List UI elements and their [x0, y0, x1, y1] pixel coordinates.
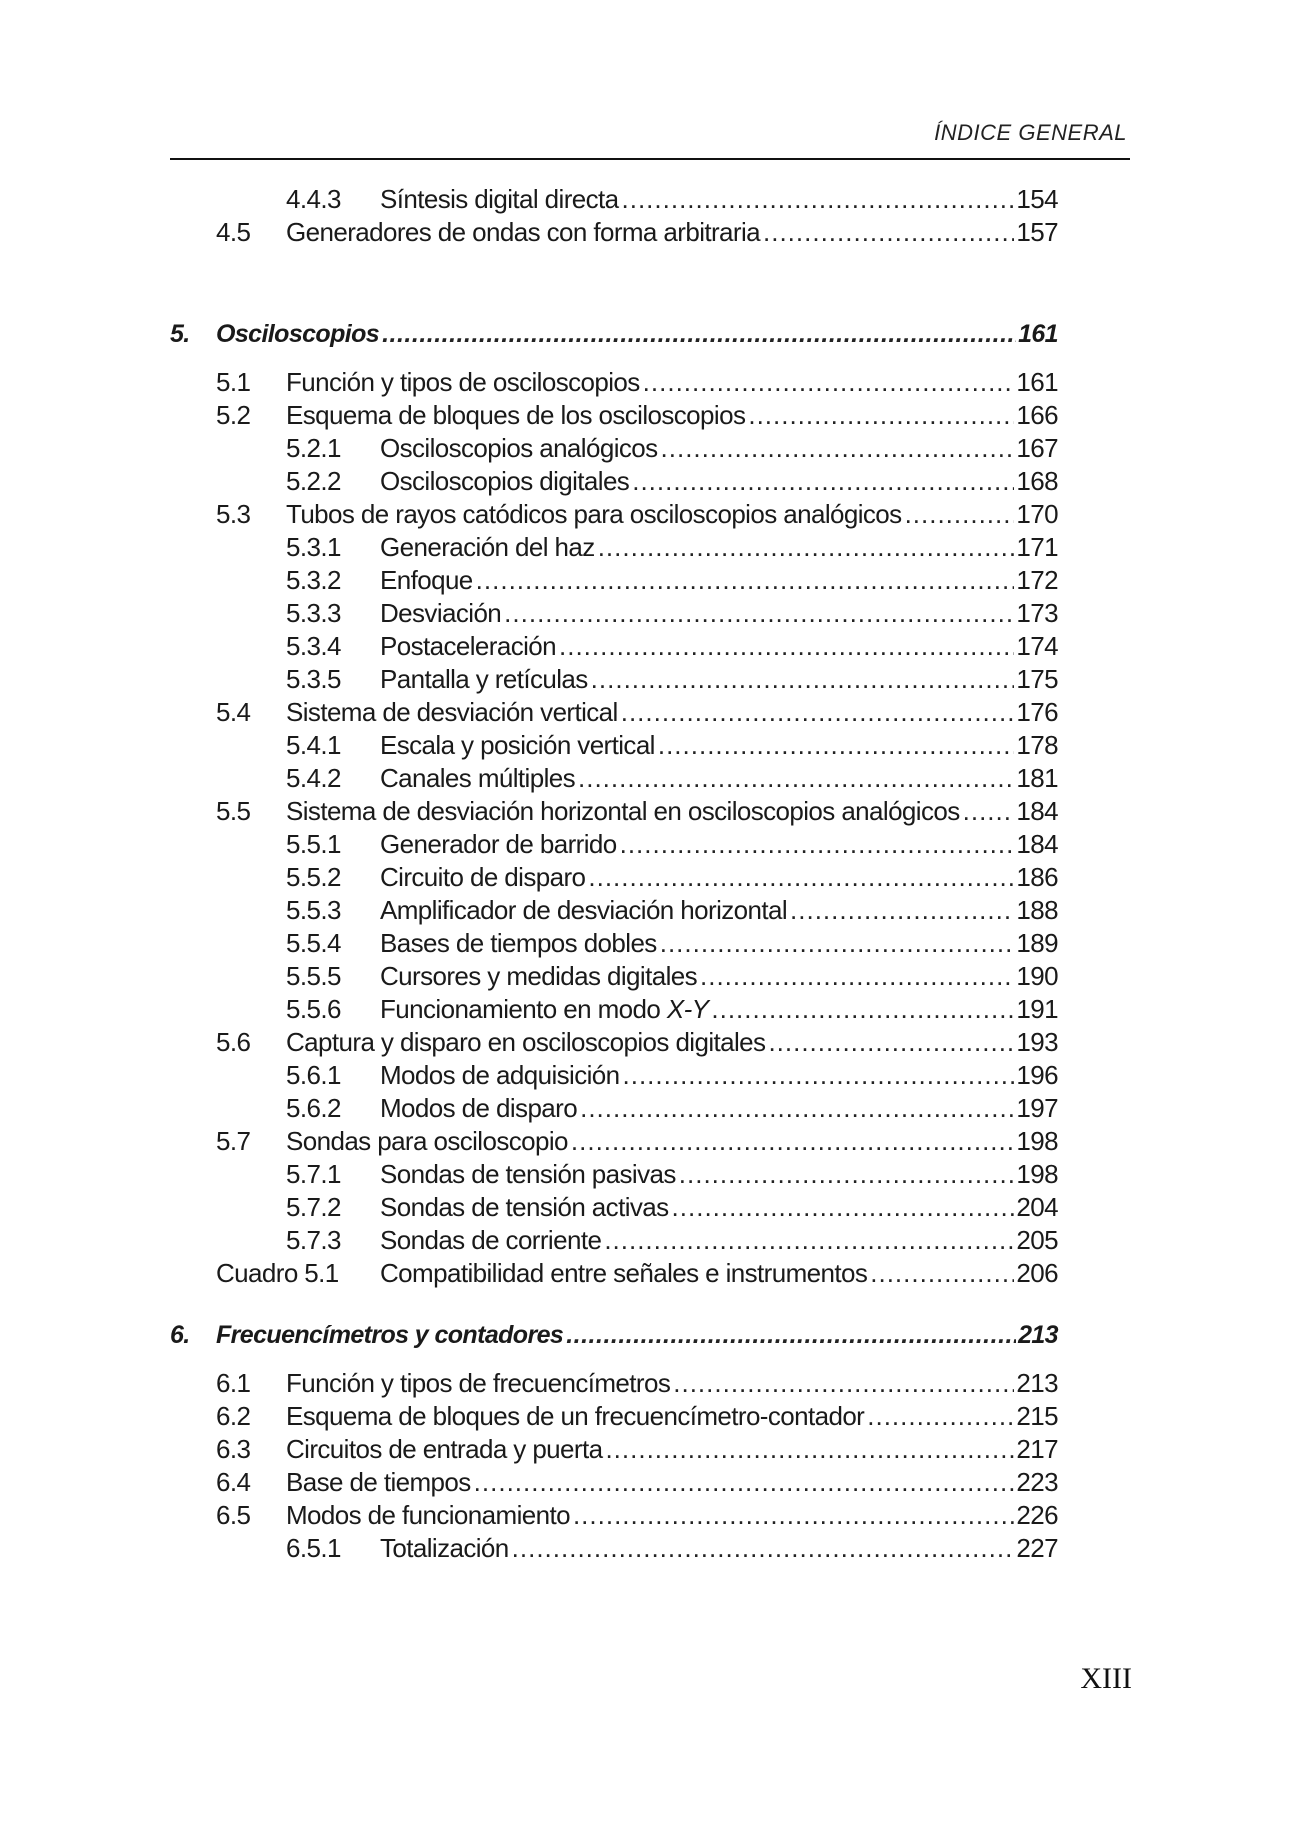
toc-entry-title: Postaceleración	[380, 631, 556, 661]
toc-entry-title: Captura y disparo en osciloscopios digitales	[286, 1027, 766, 1057]
toc-entry-body	[380, 1531, 1058, 1565]
toc-entry-title: Circuito de disparo	[380, 862, 586, 892]
toc-entry-body	[380, 893, 1058, 927]
toc-entry-title: Función y tipos de osciloscopios	[286, 367, 640, 397]
toc-entry-title: Función y tipos de frecuencímetros	[286, 1368, 671, 1398]
toc-entry-page: 198	[1016, 1126, 1058, 1156]
dot-leader	[672, 1190, 1015, 1224]
dot-leader	[622, 182, 1015, 216]
toc-entry-page: 204	[1016, 1192, 1058, 1222]
toc-entry-page: 193	[1016, 1027, 1058, 1057]
dot-leader	[643, 365, 1015, 399]
dot-leader	[566, 1318, 1016, 1352]
toc-entry-title: Escala y posición vertical	[380, 730, 655, 760]
toc-entry-page: 170	[1016, 499, 1058, 529]
dot-leader	[763, 215, 1014, 249]
toc-entry-body	[216, 1318, 1058, 1352]
page-number: XIII	[1080, 1662, 1132, 1695]
toc-entry-body	[216, 317, 1058, 351]
toc-entry-page: 227	[1016, 1533, 1058, 1563]
toc-entry-number: 6.5	[216, 1500, 251, 1530]
dot-leader	[679, 1157, 1015, 1191]
dot-leader	[658, 728, 1015, 762]
toc-entry-number: 6.4	[216, 1467, 251, 1497]
toc-entry-number: 5.5.3	[286, 895, 341, 925]
dot-leader	[605, 1432, 1014, 1466]
toc-entry-number: 5.2	[216, 400, 251, 430]
toc-entry-body	[286, 1124, 1058, 1158]
toc-entry-number: 5.2.1	[286, 433, 341, 463]
toc-entry-page: 171	[1016, 532, 1058, 562]
toc-entry-title: Canales múltiples	[380, 763, 576, 793]
toc-entry-page: 226	[1016, 1500, 1058, 1530]
dot-leader	[571, 1124, 1015, 1158]
toc-entry-body	[380, 1190, 1058, 1224]
toc-entry-body	[380, 1157, 1058, 1191]
dot-leader	[673, 1366, 1014, 1400]
dot-leader	[623, 1058, 1015, 1092]
dot-leader	[905, 497, 1015, 531]
toc-entry-title: Compatibilidad entre señales e instrumentos	[380, 1258, 868, 1288]
toc-entry-body	[286, 1366, 1058, 1400]
toc-entry-body	[286, 1465, 1058, 1499]
dot-leader	[382, 317, 1016, 351]
toc-entry-page: 213	[1016, 1368, 1058, 1398]
toc-entry-title: Bases de tiempos dobles	[380, 928, 657, 958]
toc-entry-body	[286, 1399, 1058, 1433]
toc-entry-number: 5.6	[216, 1027, 251, 1057]
dot-leader	[598, 530, 1015, 564]
toc-entry-page: 184	[1016, 829, 1058, 859]
toc-entry-page: 198	[1016, 1159, 1058, 1189]
dot-leader	[620, 827, 1015, 861]
toc-entry-number: 6.	[170, 1321, 190, 1349]
header-rule	[170, 158, 1130, 160]
toc-entry-title: Desviación	[380, 598, 502, 628]
toc-entry-title: Tubos de rayos catódicos para osciloscopios analógicos	[286, 499, 902, 529]
dot-leader	[711, 992, 1014, 1026]
toc-entry-title: Esquema de bloques de los osciloscopios	[286, 400, 746, 430]
toc-entry-title: Modos de funcionamiento	[286, 1500, 570, 1530]
toc-entry-page: 189	[1016, 928, 1058, 958]
toc-entry-page: 154	[1016, 184, 1058, 214]
toc-entry-page: 196	[1016, 1060, 1058, 1090]
toc-entry-title: Síntesis digital directa	[380, 184, 619, 214]
dot-leader	[963, 794, 1015, 828]
dot-leader	[700, 959, 1014, 993]
toc-entry-number: 5.5.5	[286, 961, 341, 991]
toc-entry-number: 4.5	[216, 217, 251, 247]
toc-entry-title: Funcionamiento en modo X-Y	[380, 994, 709, 1024]
toc-entry-body	[380, 728, 1058, 762]
toc-entry-body	[286, 398, 1058, 432]
toc-entry-body	[380, 1058, 1058, 1092]
toc-entry-page: 186	[1016, 862, 1058, 892]
toc-entry-number: 5.7.2	[286, 1192, 341, 1222]
toc-entry-body	[286, 365, 1058, 399]
toc-entry-page: 205	[1016, 1225, 1058, 1255]
toc-entry-title: Pantalla y retículas	[380, 664, 588, 694]
toc-entry-page: 181	[1016, 763, 1058, 793]
dot-leader	[621, 695, 1015, 729]
toc-entry-body	[380, 1091, 1058, 1125]
toc-entry-body	[380, 182, 1058, 216]
toc-entry-title: Sondas de tensión activas	[380, 1192, 669, 1222]
toc-entry-number: 5.5	[216, 796, 251, 826]
dot-leader	[573, 1498, 1014, 1532]
toc-entry-number: 5.4.1	[286, 730, 341, 760]
toc-entry-body	[286, 215, 1058, 249]
toc-entry-title: Modos de disparo	[380, 1093, 578, 1123]
toc-entry-number: 5.6.2	[286, 1093, 341, 1123]
dot-leader	[661, 431, 1015, 465]
toc-entry-body	[286, 1025, 1058, 1059]
toc-entry-body	[380, 563, 1058, 597]
toc-entry-page: 161	[1016, 367, 1058, 397]
toc-entry-page: 215	[1016, 1401, 1058, 1431]
toc-entry-number: 5.5.6	[286, 994, 341, 1024]
toc-entry-number: 5.3.1	[286, 532, 341, 562]
toc-entry-title: Generadores de ondas con forma arbitraria	[286, 217, 761, 247]
toc-entry-page: 168	[1016, 466, 1058, 496]
dot-leader	[768, 1025, 1014, 1059]
toc-entry-title: Osciloscopios	[216, 320, 380, 348]
toc-entry-number: 5.5.1	[286, 829, 341, 859]
dot-leader	[604, 1223, 1014, 1257]
toc-entry-page: 178	[1016, 730, 1058, 760]
toc-entry-page: 173	[1016, 598, 1058, 628]
toc-entry-page: 217	[1016, 1434, 1058, 1464]
toc-entry-page: 175	[1016, 664, 1058, 694]
toc-entry-title: Modos de adquisición	[380, 1060, 620, 1090]
toc-entry-page: 157	[1016, 217, 1058, 247]
toc-entry-title: Sistema de desviación vertical	[286, 697, 618, 727]
dot-leader	[632, 464, 1014, 498]
toc-entry-body	[380, 431, 1058, 465]
toc-entry-title: Circuitos de entrada y puerta	[286, 1434, 603, 1464]
toc-entry-number: 5.2.2	[286, 466, 341, 496]
toc-entry-body	[380, 827, 1058, 861]
toc-entry-page: 166	[1016, 400, 1058, 430]
toc-entry-number: 6.3	[216, 1434, 251, 1464]
toc-entry-title: Sondas de corriente	[380, 1225, 602, 1255]
toc-entry-page: 190	[1016, 961, 1058, 991]
toc-entry-title: Totalización	[380, 1533, 509, 1563]
toc-entry-page: 191	[1016, 994, 1058, 1024]
toc-entry-title: Cursores y medidas digitales	[380, 961, 698, 991]
toc-entry-number: 5.6.1	[286, 1060, 341, 1090]
toc-entry-number: 5.3.5	[286, 664, 341, 694]
toc-entry-page: 206	[1016, 1258, 1058, 1288]
toc-entry-number: 6.5.1	[286, 1533, 341, 1563]
toc-entry-body	[380, 860, 1058, 894]
toc-entry-number: 4.4.3	[286, 184, 341, 214]
toc-entry-number: 5.7.3	[286, 1225, 341, 1255]
toc-entry-title: Frecuencímetros y contadores	[216, 1321, 564, 1349]
toc-entry-title: Osciloscopios digitales	[380, 466, 630, 496]
toc-entry-number: 5.1	[216, 367, 251, 397]
toc-entry-body	[380, 926, 1058, 960]
dot-leader	[660, 926, 1015, 960]
dot-leader	[476, 563, 1015, 597]
toc-entry-body	[380, 662, 1058, 696]
toc-entry-number: 5.4.2	[286, 763, 341, 793]
dot-leader	[512, 1531, 1015, 1565]
dot-leader	[578, 761, 1014, 795]
toc-entry-page: 174	[1016, 631, 1058, 661]
dot-leader	[790, 893, 1014, 927]
toc-entry-title: Base de tiempos	[286, 1467, 471, 1497]
toc-entry-page: 188	[1016, 895, 1058, 925]
toc-entry-page: 161	[1018, 320, 1058, 348]
toc-entry-page: 172	[1016, 565, 1058, 595]
toc-entry-body	[286, 497, 1058, 531]
toc-entry-body	[380, 992, 1058, 1026]
toc-entry-body	[380, 761, 1058, 795]
toc-entry-body	[380, 629, 1058, 663]
toc-entry-page: 176	[1016, 697, 1058, 727]
toc-entry-body	[286, 695, 1058, 729]
toc-entry-page: 223	[1016, 1467, 1058, 1497]
toc-entry-number: 5.7	[216, 1126, 251, 1156]
running-head: ÍNDICE GENERAL	[934, 120, 1127, 145]
toc-entry-number: 5.3.3	[286, 598, 341, 628]
toc-entry-body	[286, 794, 1058, 828]
toc-entry-title: Esquema de bloques de un frecuencímetro-contador	[286, 1401, 865, 1431]
toc-entry-body	[380, 959, 1058, 993]
toc-entry-body	[380, 1223, 1058, 1257]
toc-entry-title: Sondas de tensión pasivas	[380, 1159, 676, 1189]
toc-entry-title: Sistema de desviación horizontal en osciloscopios analógicos	[286, 796, 960, 826]
toc-entry-number: 5.	[170, 320, 190, 348]
toc-entry-title: Generación del haz	[380, 532, 595, 562]
toc-entry-body	[380, 596, 1058, 630]
toc-entry-page: 213	[1018, 1321, 1058, 1349]
toc-entry-body	[286, 1498, 1058, 1532]
toc-entry-title: Enfoque	[380, 565, 473, 595]
toc-entry-body	[286, 1432, 1058, 1466]
dot-leader	[867, 1399, 1014, 1433]
toc-entry-page: 197	[1016, 1093, 1058, 1123]
toc-entry-page: 167	[1016, 433, 1058, 463]
toc-entry-number: 5.4	[216, 697, 251, 727]
toc-entry-number: 6.1	[216, 1368, 251, 1398]
toc-entry-number: 5.7.1	[286, 1159, 341, 1189]
toc-entry-number: 5.5.2	[286, 862, 341, 892]
dot-leader	[559, 629, 1014, 663]
toc-entry-number: 5.3.2	[286, 565, 341, 595]
toc-entry-title: Sondas para osciloscopio	[286, 1126, 568, 1156]
dot-leader	[504, 596, 1014, 630]
dot-leader	[580, 1091, 1014, 1125]
toc-entry-body	[380, 1256, 1058, 1290]
toc-entry-body	[380, 464, 1058, 498]
toc-entry-page: 184	[1016, 796, 1058, 826]
dot-leader	[591, 662, 1015, 696]
dot-leader	[870, 1256, 1014, 1290]
toc-entry-number: Cuadro 5.1	[216, 1258, 339, 1288]
toc-entry-body	[380, 530, 1058, 564]
toc-entry-title: Amplificador de desviación horizontal	[380, 895, 788, 925]
toc-entry-number: 5.5.4	[286, 928, 341, 958]
toc-entry-number: 5.3.4	[286, 631, 341, 661]
dot-leader	[748, 398, 1014, 432]
toc-entry-number: 5.3	[216, 499, 251, 529]
toc-entry-title: Generador de barrido	[380, 829, 617, 859]
dot-leader	[588, 860, 1014, 894]
toc-entry-number: 6.2	[216, 1401, 251, 1431]
dot-leader	[474, 1465, 1015, 1499]
toc-entry-title: Osciloscopios analógicos	[380, 433, 658, 463]
